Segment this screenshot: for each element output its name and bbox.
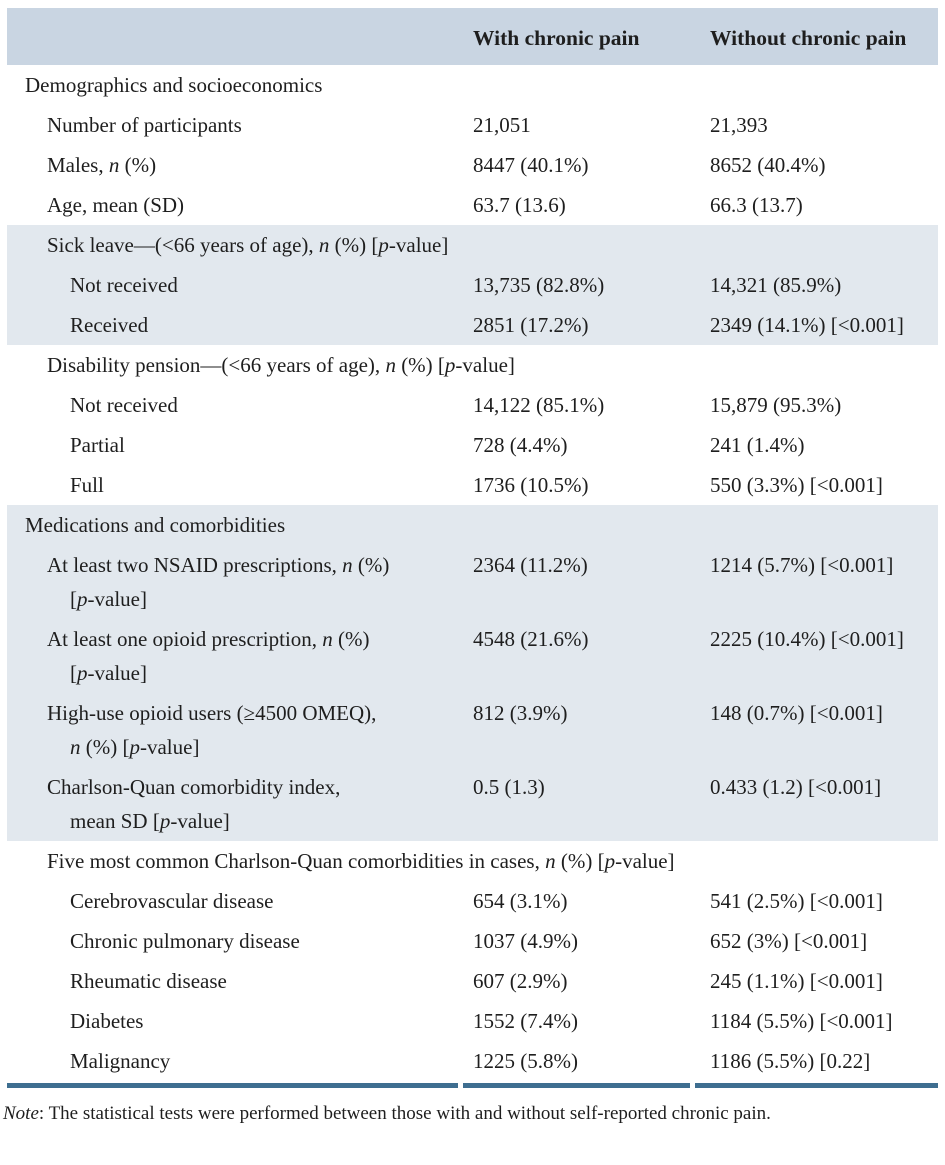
value-with-chronic-pain: 1552 (7.4%): [473, 1009, 578, 1033]
value-with-chronic-pain: 1736 (10.5%): [473, 473, 589, 497]
row-label-text: [70, 1049, 170, 1073]
table-row: [7, 693, 938, 767]
text: At least two NSAID prescriptions,: [47, 553, 343, 577]
header-label: With chronic pain: [473, 26, 640, 50]
row-label-text: [70, 473, 104, 497]
comparison-table: [7, 8, 938, 1081]
row-label-text: [47, 148, 452, 182]
row-label: [7, 185, 460, 225]
table-row: [7, 767, 938, 841]
text: Not received: [70, 273, 178, 297]
value-with-chronic-pain: 2364 (11.2%): [460, 545, 692, 619]
table-row: [7, 961, 938, 1001]
value-with-chronic-pain: 1037 (4.9%): [473, 929, 578, 953]
table-row: [7, 145, 938, 185]
table-row: [7, 185, 938, 225]
italic-text: n: [385, 353, 396, 377]
table-row: [7, 881, 938, 921]
italic-text: n: [545, 849, 556, 873]
text: -value]: [87, 587, 147, 611]
value-with-chronic-pain: 607 (2.9%): [473, 969, 568, 993]
row-label: [7, 1041, 460, 1081]
row-label-text: [47, 770, 452, 838]
text: [: [70, 661, 77, 685]
row-label: [7, 767, 460, 841]
header-row: [7, 8, 938, 65]
italic-text: p: [159, 809, 171, 833]
italic-text: p: [378, 233, 389, 257]
text: Partial: [70, 433, 125, 457]
header-spacer: [7, 8, 460, 65]
table-row: [7, 105, 938, 145]
row-label-text: [47, 696, 452, 764]
text: At least one opioid prescription,: [47, 627, 323, 651]
row-label-text: [70, 393, 178, 417]
value-without-chronic-pain: 652 (3%) [<0.001]: [710, 929, 868, 953]
row-label: [7, 841, 938, 881]
row-label-text: [47, 228, 930, 262]
value-with-chronic-pain: 63.7 (13.6): [473, 193, 566, 217]
value-without-chronic-pain: 241 (1.4%): [710, 433, 805, 457]
bottom-rule-segment: [463, 1083, 690, 1088]
text: (%) [: [329, 233, 379, 257]
value-without-chronic-pain: 1214 (5.7%) [<0.001]: [692, 545, 938, 619]
text: Not received: [70, 393, 178, 417]
table-row: [7, 545, 938, 619]
text: Malignancy: [70, 1049, 171, 1073]
row-label: [7, 545, 460, 619]
value-without-chronic-pain: 66.3 (13.7): [710, 193, 803, 217]
value-with-chronic-pain: 21,051: [473, 113, 531, 137]
value-with-chronic-pain: 1225 (5.8%): [473, 1049, 578, 1073]
table-row: [7, 65, 938, 105]
row-label: [7, 385, 460, 425]
header-with-chronic-pain: [460, 8, 692, 65]
text: Charlson-Quan comorbidity index,: [47, 775, 341, 799]
text: Five most common Charlson-Quan comorbidities in cases,: [47, 849, 546, 873]
italic-text: p: [77, 661, 88, 685]
text: Cerebrovascular disease: [70, 889, 274, 913]
text: Disability pension—(<66 years of age),: [47, 353, 386, 377]
italic-text: p: [77, 587, 88, 611]
value-without-chronic-pain: 0.433 (1.2) [<0.001]: [692, 767, 938, 841]
row-label-text: [70, 929, 300, 953]
text: Full: [70, 473, 104, 497]
text: (%) [: [555, 849, 605, 873]
row-label: [7, 881, 460, 921]
row-label-text: [70, 313, 148, 337]
table-row: [7, 1001, 938, 1041]
row-label-text: [25, 73, 322, 97]
text: Diabetes: [70, 1009, 144, 1033]
text: -value]: [615, 849, 675, 873]
table-row: [7, 921, 938, 961]
text: mean SD [: [70, 809, 160, 833]
value-without-chronic-pain: 2349 (14.1%) [<0.001]: [692, 305, 938, 345]
text: Number of participants: [47, 113, 242, 137]
header-without-chronic-pain: [692, 8, 938, 65]
row-label-text: [70, 433, 125, 457]
row-label-text: [70, 889, 274, 913]
italic-text: n: [342, 553, 353, 577]
row-label: [7, 265, 460, 305]
row-label-text: [47, 108, 452, 142]
header-label: Without chronic pain: [710, 26, 907, 50]
italic-text: n: [318, 233, 330, 257]
bottom-rule-segment: [695, 1083, 938, 1088]
table-row: [7, 345, 938, 385]
row-label-text: [47, 188, 452, 222]
text: Chronic pulmonary disease: [70, 929, 300, 953]
text: Received: [70, 313, 149, 337]
row-label-text: [47, 548, 452, 616]
italic-text: n: [70, 735, 81, 759]
value-with-chronic-pain: 654 (3.1%): [473, 889, 568, 913]
table-row: [7, 305, 938, 345]
value-without-chronic-pain: 15,879 (95.3%): [710, 393, 842, 417]
value-without-chronic-pain: 550 (3.3%) [<0.001]: [710, 473, 883, 497]
italic-text: p: [604, 849, 616, 873]
row-label-text: [47, 844, 930, 878]
value-with-chronic-pain: 728 (4.4%): [473, 433, 568, 457]
value-with-chronic-pain: 0.5 (1.3): [460, 767, 692, 841]
value-with-chronic-pain: 4548 (21.6%): [460, 619, 692, 693]
table-header: [7, 8, 938, 65]
value-without-chronic-pain: 541 (2.5%) [<0.001]: [710, 889, 883, 913]
text: -value]: [388, 233, 449, 257]
row-label: [7, 225, 938, 265]
text: Demographics and socioeconomics: [25, 73, 323, 97]
value-without-chronic-pain: 21,393: [710, 113, 768, 137]
text: (%): [119, 153, 157, 177]
text: -value]: [170, 809, 230, 833]
text: [: [70, 587, 77, 611]
text: Medications and comorbidities: [25, 513, 286, 537]
value-with-chronic-pain: 2851 (17.2%): [460, 305, 692, 345]
text: (%): [352, 553, 390, 577]
italic-text: p: [129, 735, 140, 759]
row-label: [7, 1001, 460, 1041]
row-label: [7, 65, 938, 105]
table-row: [7, 1041, 938, 1081]
text: -value]: [455, 353, 515, 377]
value-without-chronic-pain: 14,321 (85.9%): [692, 265, 938, 305]
row-label: [7, 305, 460, 345]
italic-text: p: [444, 353, 456, 377]
row-label-text: [70, 969, 227, 993]
value-without-chronic-pain: 148 (0.7%) [<0.001]: [692, 693, 938, 767]
row-label: [7, 345, 938, 385]
text: Males,: [47, 153, 109, 177]
value-without-chronic-pain: 245 (1.1%) [<0.001]: [710, 969, 883, 993]
row-label-text: [47, 348, 930, 382]
row-label: [7, 465, 460, 505]
row-label: [7, 425, 460, 465]
row-label: [7, 921, 460, 961]
value-without-chronic-pain: 1184 (5.5%) [<0.001]: [710, 1009, 893, 1033]
row-label-text: [70, 1009, 143, 1033]
row-label: [7, 105, 460, 145]
table-row: [7, 505, 938, 545]
row-label-text: [47, 622, 452, 690]
table-note: [3, 1102, 943, 1126]
row-label-text: [25, 513, 285, 537]
text: Sick leave—(<66 years of age),: [47, 233, 319, 257]
value-with-chronic-pain: 14,122 (85.1%): [473, 393, 605, 417]
table-row: [7, 841, 938, 881]
italic-text: n: [108, 153, 120, 177]
row-label: [7, 961, 460, 1001]
row-label: [7, 145, 460, 185]
bottom-rule-segment: [7, 1083, 458, 1088]
table-body: [7, 65, 938, 1081]
value-with-chronic-pain: 13,735 (82.8%): [460, 265, 692, 305]
value-without-chronic-pain: 8652 (40.4%): [710, 153, 826, 177]
table-row: [7, 425, 938, 465]
italic-text: Note: [3, 1103, 39, 1124]
text: Rheumatic disease: [70, 969, 227, 993]
table-row: [7, 265, 938, 305]
text: -value]: [139, 735, 200, 759]
table-row: [7, 619, 938, 693]
text: : The statistical tests were performed between those with and without self-reported chronic pain.: [38, 1103, 771, 1124]
italic-text: n: [322, 627, 333, 651]
text: (%) [: [395, 353, 445, 377]
value-without-chronic-pain: 1186 (5.5%) [0.22]: [710, 1049, 871, 1073]
row-label: [7, 505, 938, 545]
text: (%): [332, 627, 370, 651]
text: (%) [: [80, 735, 130, 759]
table-row: [7, 465, 938, 505]
row-label-text: [70, 273, 178, 297]
value-with-chronic-pain: 812 (3.9%): [460, 693, 692, 767]
row-label: [7, 693, 460, 767]
row-label: [7, 619, 460, 693]
text: -value]: [87, 661, 147, 685]
table-row: [7, 385, 938, 425]
text: Age, mean (SD): [47, 193, 185, 217]
value-with-chronic-pain: 8447 (40.1%): [473, 153, 589, 177]
text: High-use opioid users (≥4500 OMEQ),: [47, 701, 377, 725]
bottom-rule: [7, 1083, 938, 1088]
value-without-chronic-pain: 2225 (10.4%) [<0.001]: [692, 619, 938, 693]
table-row: [7, 225, 938, 265]
